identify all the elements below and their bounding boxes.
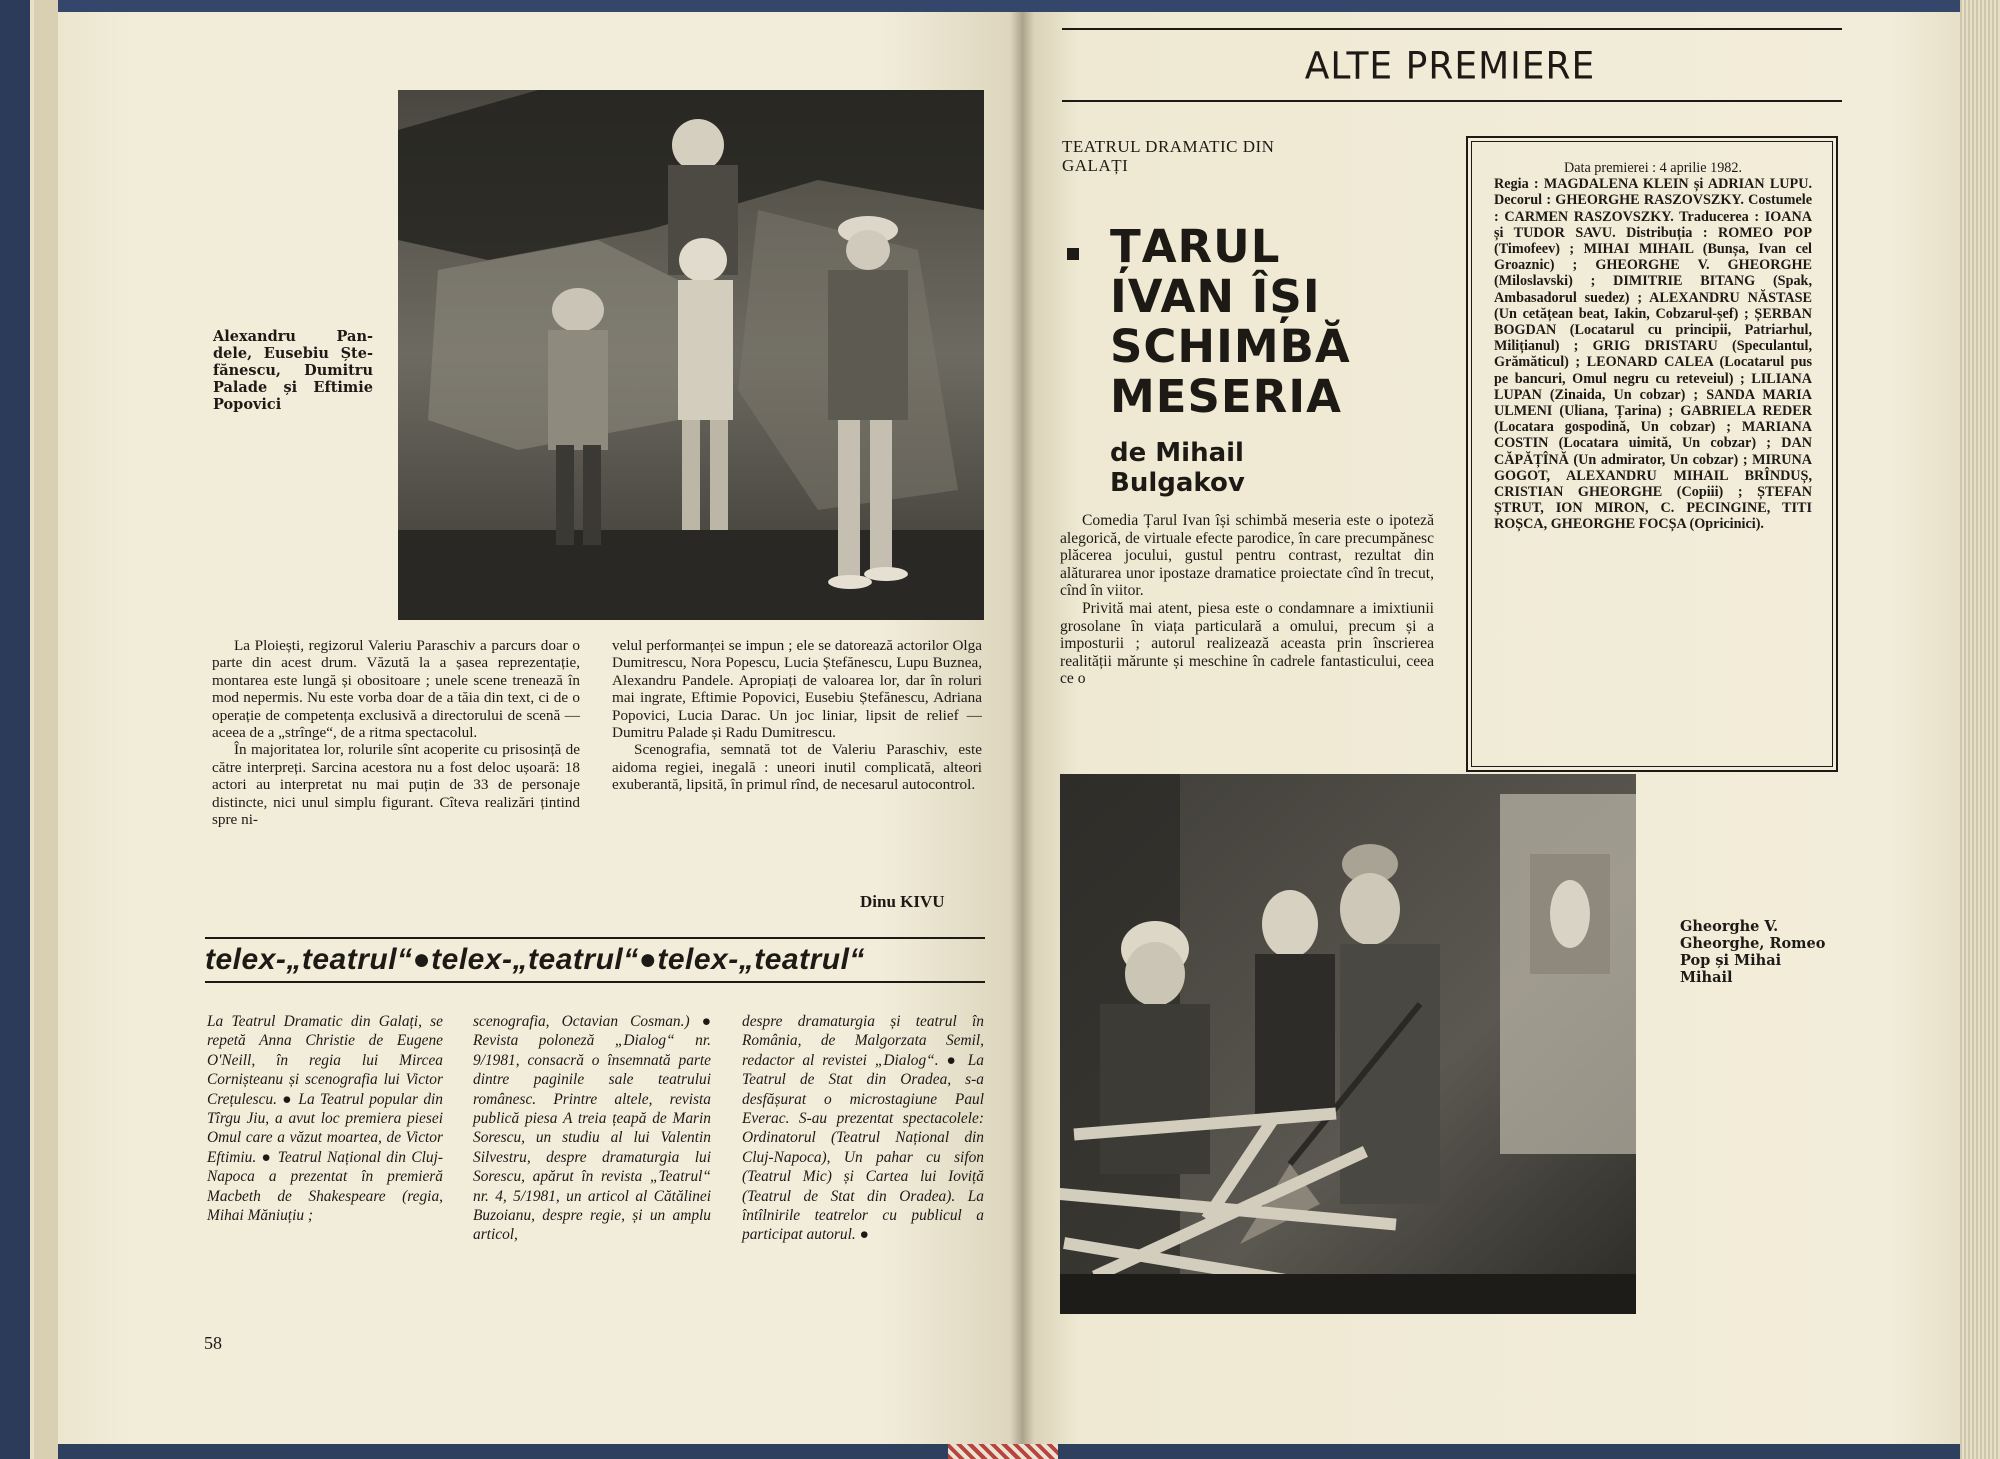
telex-column-3: despre dramaturgia și teatrul în România, de Malgorzata Semil, redactor al revistei „Dialog“. ● La Teatrul de Stat din Oradea, s-a desfășurat o microstagiune Paul Everac. S-au prezentat spectacolele: Ordinatorul (Teatrul Național din Cluj-Napoca), Un pahar cu sifon (Teatrul Mic) și Cartea lui Ioviță (Teatrul de Stat din Oradea). La întîlnirile teatrelor cu publicul a participat autorul. ● [742, 1013, 984, 1244]
page-edges [1960, 0, 2000, 1459]
article-paragraph: În majoritatea lor, rolurile sînt acoperite cu prisosință de către interpreți. Sarcina acestora nu a fost deloc ușoară: 18 actori au interpretat nu mai puțin de 33 de personaje distincte, nici unul simplu figurant. Cîteva realizări țintind spre ni- [212, 741, 580, 829]
play-author: de Mihail Bulgakov [1110, 438, 1245, 498]
play-title: ȚARUL IVAN ÎȘI SCHIMBĂ MESERIA [1110, 220, 1351, 423]
binding-left-edge [0, 0, 58, 1459]
left-stage-photo [398, 90, 984, 620]
article-signature: Dinu KIVU [860, 892, 945, 911]
premiere-date: Data premierei : 4 aprilie 1982. [1563, 160, 1743, 176]
title-rule-bottom [1062, 100, 1842, 102]
section-title: ALTE PREMIERE [1304, 44, 1596, 89]
article-column-1 [212, 637, 580, 828]
book-gutter [1010, 12, 1034, 1444]
title-rule-top [1062, 28, 1842, 30]
left-photo-caption: Alexandru Pan-dele, Eusebiu Ște-fănescu, Dumitru Palade și Eftimie Popovici [213, 328, 373, 413]
credits-body: Regia : MAGDALENA KLEIN și ADRIAN LUPU. Decorul : GHEORGHE RASZOVSZKY. Costumele : CARMEN RASZOVSZKY. Traducerea : IOANA și TUDOR SAVU. Distribuția : ROMEO POP (Timofeev) ; MIHAI MIHAIL (Bunșa, Ivan cel Groaznic) ; GHEORGHE V. GHEORGHE (Miloslavski) ; DIMITRIE BITANG (Spak, Ambasadorul suedez) ; ALEXANDRU NĂSTASE (Un cetățean beat, Iakin, Cobzarul-șef) ; ȘERBAN BOGDAN (Locatarul cu principii, Patriarhul, Milițianul) ; GRIG DRISTARU (Speculantul, Grămăticul) ; LEONARD CALEA (Locatarul pus pe bancuri, Omul negru cu reteveiul) ; LILIANA LUPAN (Zinaida, Un cobzar) ; SANDA MARIA ULMENI (Uliana, Țarina) ; GABRIELA REDER (Locatara gospodină, Un cobzar) ; MARIANA COSTIN (Locatara uimită, Un cobzar) ; DAN CĂPĂȚÎNĂ (Un admirator, Un cobzar) ; MIRUNA GOGOT, ALEXANDRU MIHAIL BRÎNDUȘ, CRISTIAN GHEORGHE (Copiii) ; ȘTEFAN ȘTRUT, ION MIRON, C. PECINGINE, TITI ROȘCA, GHEORGHE FOCȘA (Opricinici). [1494, 176, 1812, 533]
review-paragraph: Privită mai atent, piesa este o condamnare a imixtiunii grosolane în viața particulară a omului, precum și a imposturii ; autorul realizează aceasta prin înscrierea realității mărunte și meschine în cadrele fantasticului, ceea ce o [1060, 599, 1434, 688]
article-column-2 [612, 637, 982, 794]
bookmark-ribbon [948, 1444, 1058, 1459]
article-paragraph: Scenografia, semnată tot de Valeriu Paraschiv, este aidoma regiei, inegală : uneori inutil complicată, alteori exuberantă, lipsită, în primul rînd, de necesarul autocontrol. [612, 741, 982, 794]
telex-column-1: La Teatrul Dramatic din Galați, se repetă Anna Christie de Eugene O'Neill, în regia lui Mircea Cornișteanu și scenografia lui Victor Crețulescu. ● La Teatrul popular din Tîrgu Jiu, a avut loc premiera piesei Omul care a văzut moartea, de Victor Eftimiu. ● Teatrul Național din Cluj-Napoca a prezentat în premieră Macbeth de Shakespeare (regia, Mihai Măniuțiu ; [207, 1013, 443, 1225]
review-column [1060, 512, 1434, 688]
telex-column-2: scenografia, Octavian Cosman.) ● Revista poloneză „Dialog“ nr. 9/1981, consacră o însemnată parte dintre paginile sale teatrului românesc. Printre altele, revista publică piesa A treia țeapă de Marin Sorescu, un studiu al lui Valentin Silvestru, despre dramaturgia lui Sorescu, apărut în revista „Teatrul“ nr. 4, 5/1981, un articol al Cătălinei Buzoianu, despre regie, și un amplu articol, [473, 1013, 711, 1244]
page-number: 58 [204, 1333, 222, 1353]
right-stage-photo [1060, 774, 1636, 1314]
article-paragraph: La Ploiești, regizorul Valeriu Paraschiv a parcurs doar o parte din acest drum. Văzută la a șasea reprezentație, montarea este lungă și obositoare ; unele scene trenează în mod nepermis. Nu este vorba doar de a tăia din text, ci de o operație de competența exclusivă a directorului de scenă — aceea de a „strînge“, de a ritma spectacolul. [212, 637, 580, 742]
right-photo-caption: Gheorghe V. Gheorghe, Romeo Pop și Mihai Mihail [1680, 918, 1826, 986]
credits-text [1494, 160, 1812, 533]
telex-banner: telex-„teatrul“●telex-„teatrul“●telex-„teatrul“ [205, 937, 985, 983]
title-bullet-icon [1067, 248, 1079, 260]
theatre-name: TEATRUL DRAMATIC DIN GALAȚI [1062, 137, 1275, 175]
article-paragraph: velul performanței se impun ; ele se datorează actorilor Olga Dumitrescu, Nora Popescu, Lucia Ștefănescu, Lupu Buznea, Alexandru Pandele. Apropiați de valoarea lor, dar în roluri mai ingrate, Eftimie Popovici, Eusebiu Ștefănescu, Adriana Popovici, Lucia Darac. Un joc liniar, lipsit de relief — Dumitru Palade și Radu Dumitrescu. [612, 637, 982, 742]
review-paragraph: Comedia Țarul Ivan își schimbă meseria este o ipoteză alegorică, de virtuale efecte parodice, în care precumpănesc plăcerea jocului, gustul pentru contrast, rezultat din alăturarea unor ipostaze dramatice proiectate cînd în trecut, cînd în viitor. [1060, 512, 1434, 600]
